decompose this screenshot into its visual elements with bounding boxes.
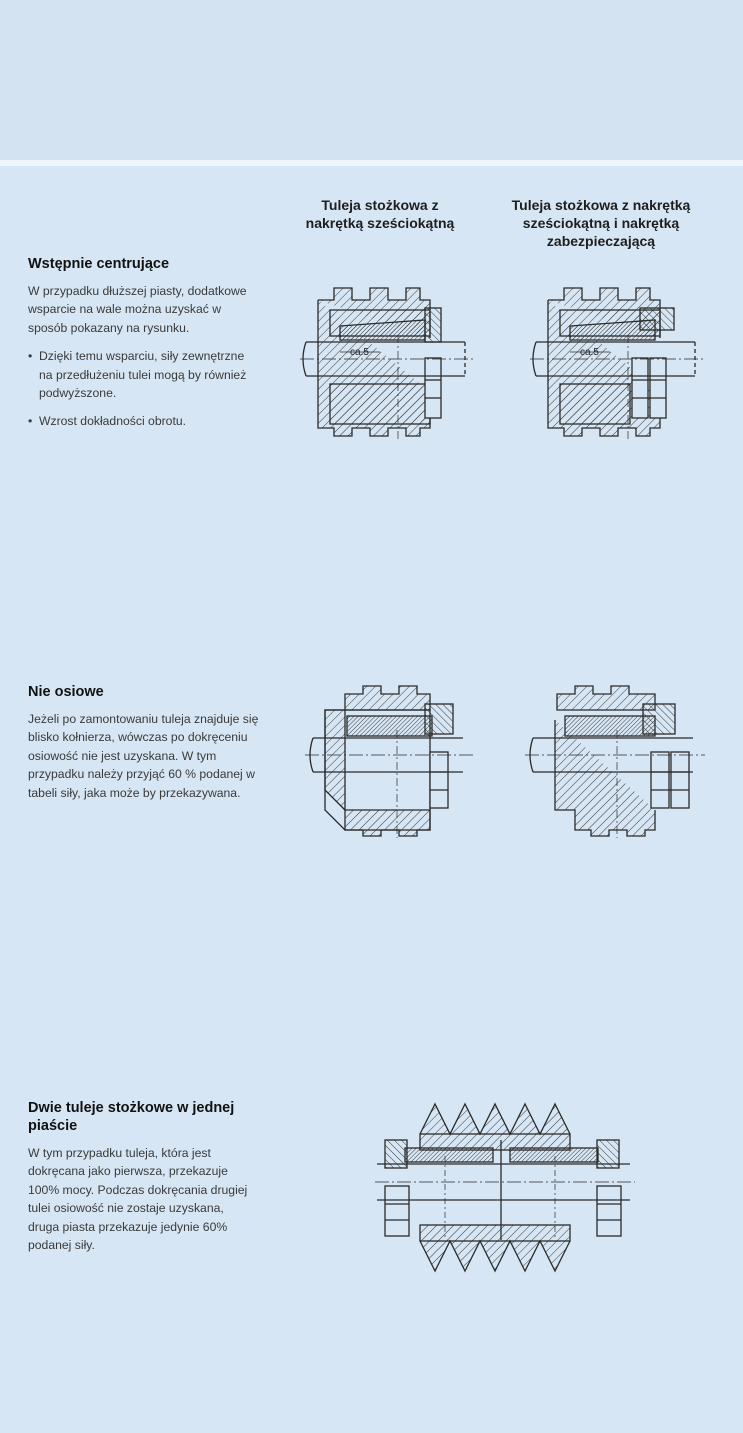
drawing-two-taper-bushes-one-hub [375, 1100, 635, 1275]
section-title: Wstępnie centrujące [28, 256, 170, 272]
dimension-label: ca.5 [580, 347, 599, 358]
drawing-non-axial-hex-nut [305, 680, 475, 840]
bullet-item: • Dzięki temu wsparciu, siły zewnętrzne na przedłużeniu tulei mogą by również podwyższone. [28, 347, 260, 402]
column-heading-right-text: Tuleja stożkowa z nakrętką sześciokątną i nakrętką zabezpieczającą [511, 197, 691, 249]
drawing-taper-bush-hex-nut-precentering [300, 280, 475, 445]
section-title: Dwie tuleje stożkowe w jednej piaście [28, 1100, 235, 1134]
dimension-label: ca.5 [350, 347, 369, 358]
drawing-taper-bush-lock-nut-precentering [530, 280, 705, 445]
section-body: W przypadku dłuższej piasty, dodatkowe wsparcie na wale można uzyskać w sposób pokazany na rysunku. [28, 284, 247, 335]
section-non-axial [28, 683, 260, 802]
section-title: Nie osiowe [28, 684, 104, 700]
bullet-list [28, 347, 260, 431]
section-body: W tym przypadku tuleja, która jest dokręcana jako pierwsza, przekazuje 100% mocy. Podczas dokręcania drugiej tulei osiowość nie zostaje uzyskana, druga piasta przekazuje jedynie 60% podanej siły. [28, 1146, 248, 1253]
section-two-bushings [28, 1099, 253, 1254]
column-heading-left [270, 196, 490, 232]
drawing-non-axial-lock-nut [525, 680, 705, 840]
column-heading-right [489, 196, 713, 250]
top-divider [0, 160, 743, 166]
section-body: Jeżeli po zamontowaniu tuleja znajduje się blisko kołnierza, wówczas po dokręceniu osiowość nie jest uzyskana. W tym przypadku należy przyjąć 60 % podanej w tabeli siły, jaka może by przekazywana. [28, 712, 259, 800]
column-heading-left-text: Tuleja stożkowa z nakrętką sześciokątną [305, 197, 455, 231]
top-band [0, 0, 743, 160]
bullet-item: • Wzrost dokładności obrotu. [28, 412, 260, 430]
section-pre-centering [28, 255, 260, 441]
